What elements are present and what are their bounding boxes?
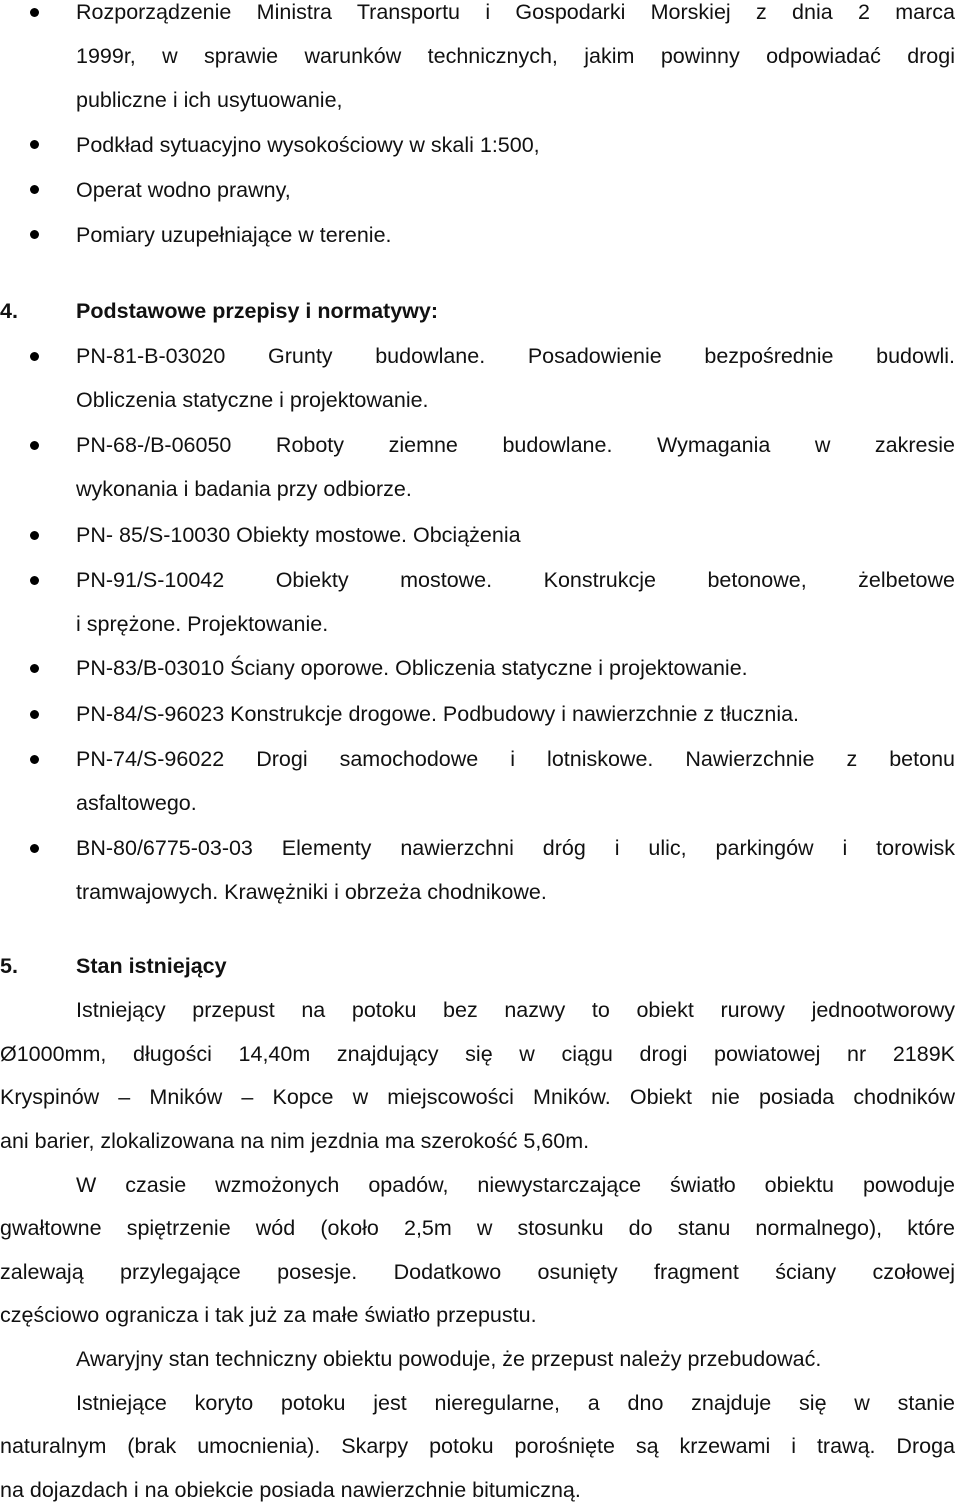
bullet-icon (30, 441, 39, 450)
list-item-line: tramwajowych. Krawężniki i obrzeża chodnikowe. (76, 880, 547, 904)
paragraph-line: ani barier, zlokalizowana na nim jezdnia ma szerokość 5,60m. (0, 1129, 590, 1153)
bullet-icon (30, 531, 39, 540)
bullet-icon (30, 710, 39, 719)
paragraph-line: Istniejące koryto potoku jest nieregularne, a dno znajduje się w stanie (76, 1391, 955, 1415)
list-item-line: PN-74/S-96022 Drogi samochodowe i lotniskowe. Nawierzchnie z betonu (76, 747, 955, 771)
paragraph-line: na dojazdach i na obiekcie posiada nawierzchnie bitumiczną. (0, 1478, 581, 1502)
bullet-icon (30, 352, 39, 361)
paragraph-line: Kryspinów – Mników – Kopce w miejscowości Mników. Obiekt nie posiada chodników (0, 1085, 955, 1109)
section-number: 5. (0, 954, 18, 978)
paragraph-line: Istniejący przepust na potoku bez nazwy to obiekt rurowy jednootworowy (76, 998, 955, 1022)
list-item-line: 1999r, w sprawie warunków technicznych, jakim powinny odpowiadać drogi (76, 44, 955, 68)
paragraph-line: W czasie wzmożonych opadów, niewystarczające światło obiektu powoduje (76, 1173, 955, 1197)
bullet-icon (30, 755, 39, 764)
list-item-line: Rozporządzenie Ministra Transportu i Gospodarki Morskiej z dnia 2 marca (76, 0, 955, 24)
list-item-line: PN-68-/B-06050 Roboty ziemne budowlane. Wymagania w zakresie (76, 433, 955, 457)
list-item-line: PN- 85/S-10030 Obiekty mostowe. Obciążenia (76, 523, 521, 547)
paragraph-line: częściowo ogranicza i tak już za małe światło przepustu. (0, 1303, 537, 1327)
bullet-icon (30, 844, 39, 853)
bullet-icon (30, 8, 39, 17)
bullet-icon (30, 185, 39, 194)
section-title: Stan istniejący (76, 954, 227, 978)
section-title: Podstawowe przepisy i normatywy: (76, 299, 439, 323)
bullet-icon (30, 664, 39, 673)
list-item-line: PN-81-B-03020 Grunty budowlane. Posadowienie bezpośrednie budowli. (76, 344, 955, 368)
list-item-line: BN-80/6775-03-03 Elementy nawierzchni dróg i ulic, parkingów i torowisk (76, 836, 955, 860)
paragraph-line: Awaryjny stan techniczny obiektu powoduje, że przepust należy przebudować. (76, 1347, 822, 1371)
list-item-line: Obliczenia statyczne i projektowanie. (76, 388, 429, 412)
list-item-line: PN-91/S-10042 Obiekty mostowe. Konstrukcje betonowe, żelbetowe (76, 568, 955, 592)
section-number: 4. (0, 299, 18, 323)
list-item-line: PN-83/B-03010 Ściany oporowe. Obliczenia statyczne i projektowanie. (76, 656, 748, 680)
list-item-line: publiczne i ich usytuowanie, (76, 88, 343, 112)
paragraph-line: naturalnym (brak umocnienia). Skarpy potoku porośnięte są krzewami i trawą. Droga (0, 1434, 955, 1458)
list-item-line: wykonania i badania przy odbiorze. (76, 477, 412, 501)
paragraph-line: Ø1000mm, długości 14,40m znajdujący się w ciągu drogi powiatowej nr 2189K (0, 1042, 955, 1066)
list-item-line: PN-84/S-96023 Konstrukcje drogowe. Podbudowy i nawierzchnie z tłucznia. (76, 702, 800, 726)
bullet-icon (30, 140, 39, 149)
list-item: Operat wodno prawny, (76, 178, 291, 202)
paragraph-line: zalewają przylegające posesje. Dodatkowo osunięty fragment ściany czołowej (0, 1260, 955, 1284)
paragraph-line: gwałtowne spiętrzenie wód (około 2,5m w stosunku do stanu normalnego), które (0, 1216, 955, 1240)
bullet-icon (30, 230, 39, 239)
list-item: Pomiary uzupełniające w terenie. (76, 223, 392, 247)
list-item-line: i sprężone. Projektowanie. (76, 612, 329, 636)
list-item: Podkład sytuacyjno wysokościowy w skali 1:500, (76, 133, 540, 157)
list-item-line: asfaltowego. (76, 791, 197, 815)
bullet-icon (30, 576, 39, 585)
